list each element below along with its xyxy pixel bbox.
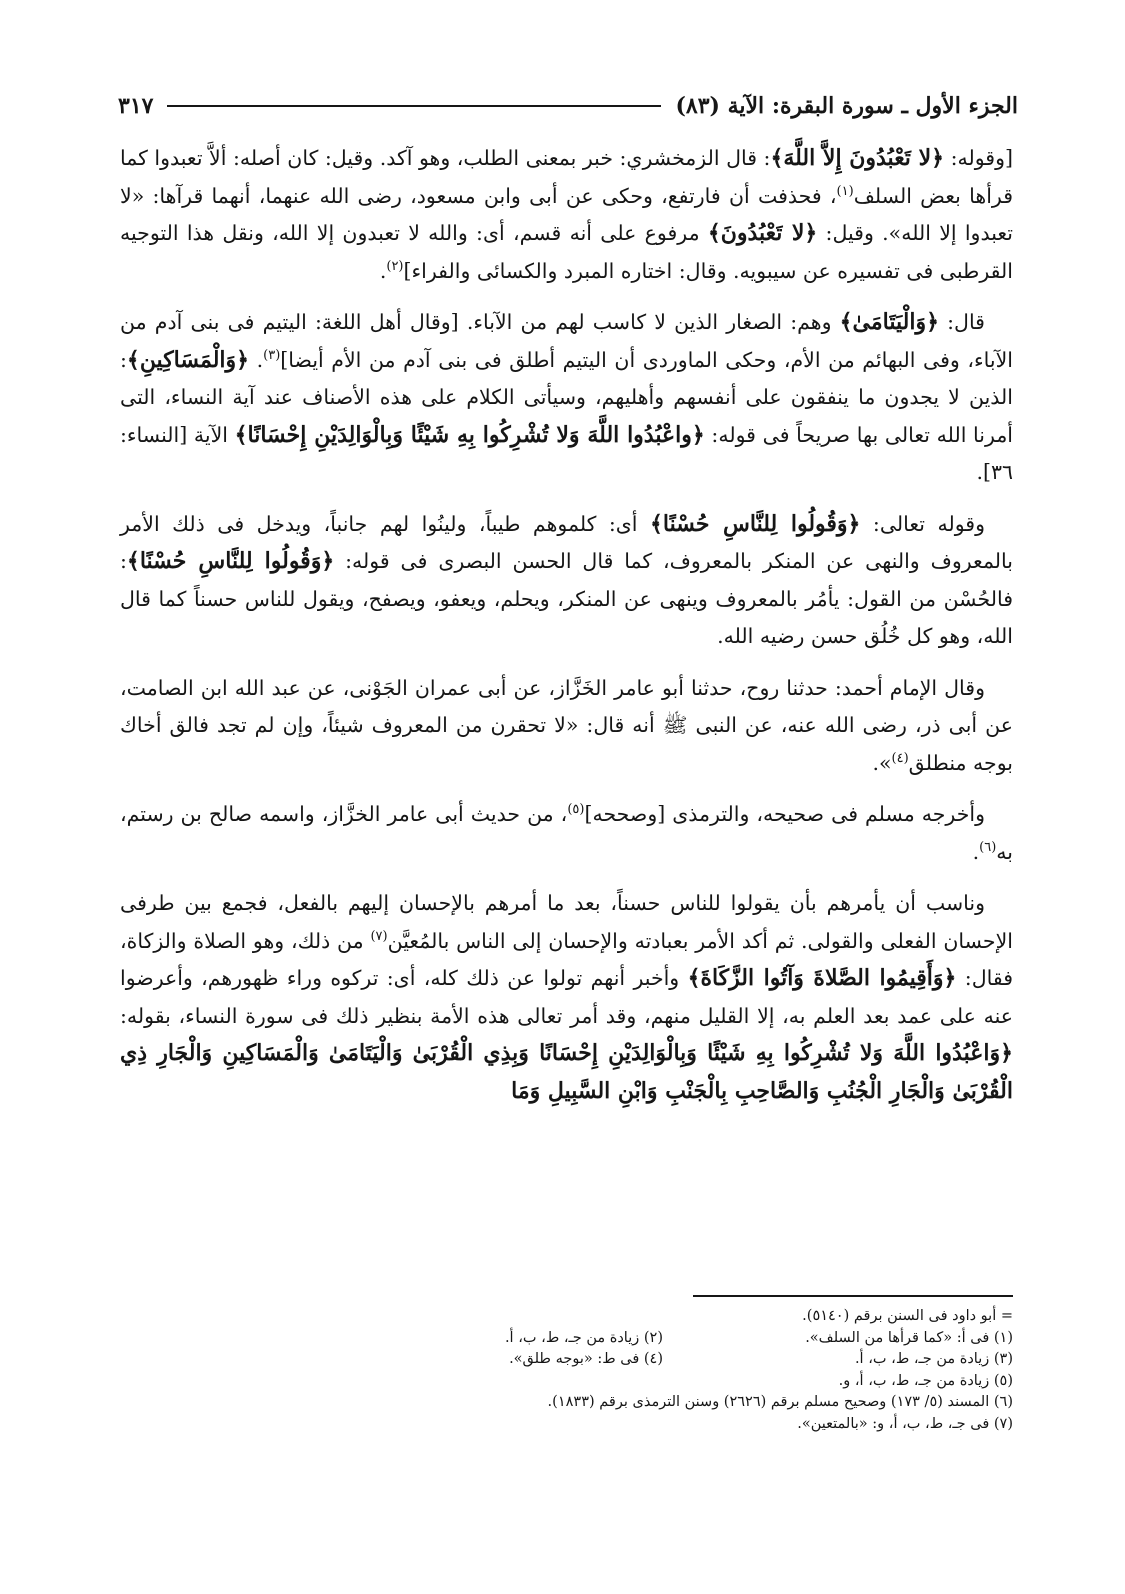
footnote-4: (٤) فى ط: «بوجه طلق». xyxy=(509,1351,663,1367)
text-run: . xyxy=(972,839,980,864)
footnote-ref: (٣) xyxy=(263,347,281,363)
paragraph xyxy=(120,796,1013,871)
quran-quote: ﴿لا تَعْبُدُونَ﴾ xyxy=(707,220,818,246)
footnote-ref: (٦) xyxy=(979,839,997,855)
text-run: : فالحُسْن من القول: يأمُر بالمعروف وينهى عن المنكر، ويحلم، ويعفو، ويصفح، ويقول للناس حسناً كما قال الله، وهو كل خُلُق حسن رضيه الله. xyxy=(120,549,1013,648)
footnote-2: (٢) زيادة من جـ، ط، ب، أ. xyxy=(504,1329,663,1346)
footnote-7: (٧) فى جـ، ط، ب، أ، و: «بالمتعين». xyxy=(797,1415,1013,1432)
quran-quote: ﴿واعْبُدُوا اللَّهَ وَلا تُشْرِكُوا بِهِ شَيْئًا وَبِالْوَالِدَيْنِ إِحْسَانًا﴾ xyxy=(234,421,705,448)
text-run: وأخرجه مسلم فى صحيحه، والترمذى [وصححه] xyxy=(584,802,985,826)
text-run: الآية [النساء: ٣٦]. xyxy=(120,422,1013,484)
footnote-ref: (١) xyxy=(836,183,854,199)
footnote-ref: (٥) xyxy=(567,802,585,818)
paragraph xyxy=(120,670,1013,783)
footnote-row xyxy=(353,1328,1013,1350)
text-run: : قال الزمخشري: خبر بمعنى الطلب، وهو آكد. وقيل: كان أصله: ألاَّ تعبدوا كما قرأها بعض السلف xyxy=(120,146,1014,208)
quran-quote: ﴿وَقُولُوا لِلنَّاسِ حُسْنًا﴾ xyxy=(649,510,861,537)
footnote-continuation: = أبو داود فى السنن برقم (٥١٤٠). xyxy=(802,1308,1013,1324)
text-run: أى: كلموهم طيباً، ولينُوا لهم جانباً، ويدخل فى ذلك الأمر بالمعروف والنهى عن المنكر بالمعروف، كما قال الحسن البصرى فى قوله: xyxy=(120,511,1013,573)
text-run: قال: xyxy=(938,310,985,334)
text-run: وأخبر أنهم تولوا عن ذلك كله، أى: تركوه وراء ظهورهم، وأعرضوا عنه على عمد بعد العلم به، إلا القليل منهم، وقد أمر تعالى هذه الأمة بنظير ذلك فى سورة النساء، بقوله: xyxy=(120,966,1013,1028)
footnote-separator xyxy=(693,1295,1013,1297)
text-run: ». xyxy=(872,750,892,775)
text-run: [وقوله: xyxy=(944,146,1014,170)
text-run: من ذلك، وهو الصلاة والزكاة، فقال: xyxy=(120,928,1013,990)
quran-quote: ﴿وَالْمَسَاكِينِ﴾ xyxy=(126,346,250,373)
main-text xyxy=(120,140,1013,1124)
text-run: وقوله تعالى: xyxy=(860,511,985,536)
running-title: الجزء الأول ـ سورة البقرة: الآية (٨٣) xyxy=(675,93,1018,119)
header-rule xyxy=(167,105,661,107)
text-run: وهم: الصغار الذين لا كاسب لهم من الآباء. [وقال أهل اللغة: اليتيم فى بنى آدم من الآباء، وفى البهائم من الأم، وحكى الماوردى أن اليتيم أطلق فى بنى آدم من الأم أيضا] xyxy=(120,310,1013,372)
quran-quote: ﴿وَقُولُوا لِلنَّاسِ حُسْنًا﴾ xyxy=(126,548,335,574)
text-run: وناسب أن يأمرهم بأن يقولوا للناس حسناً، بعد ما أمرهم بالإحسان إليهم بالفعل، فجمع بين طرفى الإحسان الفعلى والقولى. ثم أكد الأمر بعبادته والإحسان إلى الناس بالمُعيَّن xyxy=(120,891,1013,953)
footnote-1: (١) فى أ: «كما قرأها من السلف». xyxy=(805,1329,1013,1346)
footnote-ref: (٤) xyxy=(891,750,909,766)
quran-quote: ﴿وَالْيَتَامَىٰ﴾ xyxy=(839,309,939,335)
footnote-row xyxy=(353,1349,1013,1371)
paragraph xyxy=(120,506,1013,656)
text-run: . xyxy=(249,347,264,372)
text-run: ، من حديث أبى عامر الخزَّاز، واسمه صالح بن رستم، به xyxy=(120,802,1013,864)
paragraph xyxy=(120,304,1013,492)
text-run: : الذين لا يجدون ما ينفقون على أنفسهم وأهليهم، وسيأتى الكلام على هذه الأصناف عند آية النساء، التى أمرنا الله تعالى بها صريحاً فى قوله: xyxy=(120,347,1013,447)
footnote-ref: (٢) xyxy=(386,258,404,274)
page-number: ٣١٧ xyxy=(118,93,154,119)
footnote-6: (٦) المسند (٥/ ١٧٣) وصحيح مسلم برقم (٢٦٢٦) وسنن الترمذى برقم (١٨٣٣). xyxy=(547,1394,1013,1410)
text-run: . xyxy=(379,258,387,283)
quran-quote: ﴿وَاعْبُدُوا اللَّهَ وَلا تُشْرِكُوا بِهِ شَيْئًا وَبِالْوَالِدَيْنِ إِحْسَانًا وَبِذِي الْقُرْبَىٰ وَالْيَتَامَىٰ وَالْمَسَاكِينِ وَالْجَارِ ذِي الْقُرْبَىٰ وَالْجَارِ الْجُنُبِ وَالصَّاحِبِ بِالْجَنْبِ وَابْنِ السَّبِيلِ وَمَا xyxy=(120,1040,1013,1104)
text-run: ، فحذفت أن فارتفع، وحكى عن أبى وابن مسعود، رضى الله عنهما، أنهما قرآها: «لا تعبدوا إلا الله». وقيل: xyxy=(120,183,1013,245)
paragraph xyxy=(120,885,1013,1110)
quran-quote: ﴿لا تَعْبُدُونَ إِلاَّ اللَّهَ﴾ xyxy=(770,145,945,171)
quran-quote: ﴿وَأَقِيمُوا الصَّلاةَ وَآتُوا الزَّكَاةَ﴾ xyxy=(687,965,957,991)
paragraph xyxy=(120,140,1013,290)
footnote-ref: (٧) xyxy=(370,928,388,944)
text-run: مرفوع على أنه قسم، أى: والله لا تعبدون إلا الله، ونقل هذا التوجيه القرطبى فى تفسيره عن سيبويه. وقال: اختاره المبرد والكسائى والفراء] xyxy=(120,221,1013,283)
footnotes xyxy=(353,1306,1013,1435)
text-run: وقال الإمام أحمد: حدثنا روح، حدثنا أبو عامر الخَزَّاز، عن أبى عمران الجَوْنى، عن عبد الله ابن الصامت، عن أبى ذر، رضى الله عنه، عن النبى ﷺ أنه قال: «لا تحقرن من المعروف شيئاً، وإن لم تجد فالق أخاك بوجه منطلق xyxy=(120,675,1013,775)
footnote-5: (٥) زيادة من جـ، ط، ب، أ، و. xyxy=(838,1372,1013,1389)
footnote-3: (٣) زيادة من جـ، ط، ب، أ. xyxy=(854,1351,1013,1367)
running-header xyxy=(118,88,1018,124)
